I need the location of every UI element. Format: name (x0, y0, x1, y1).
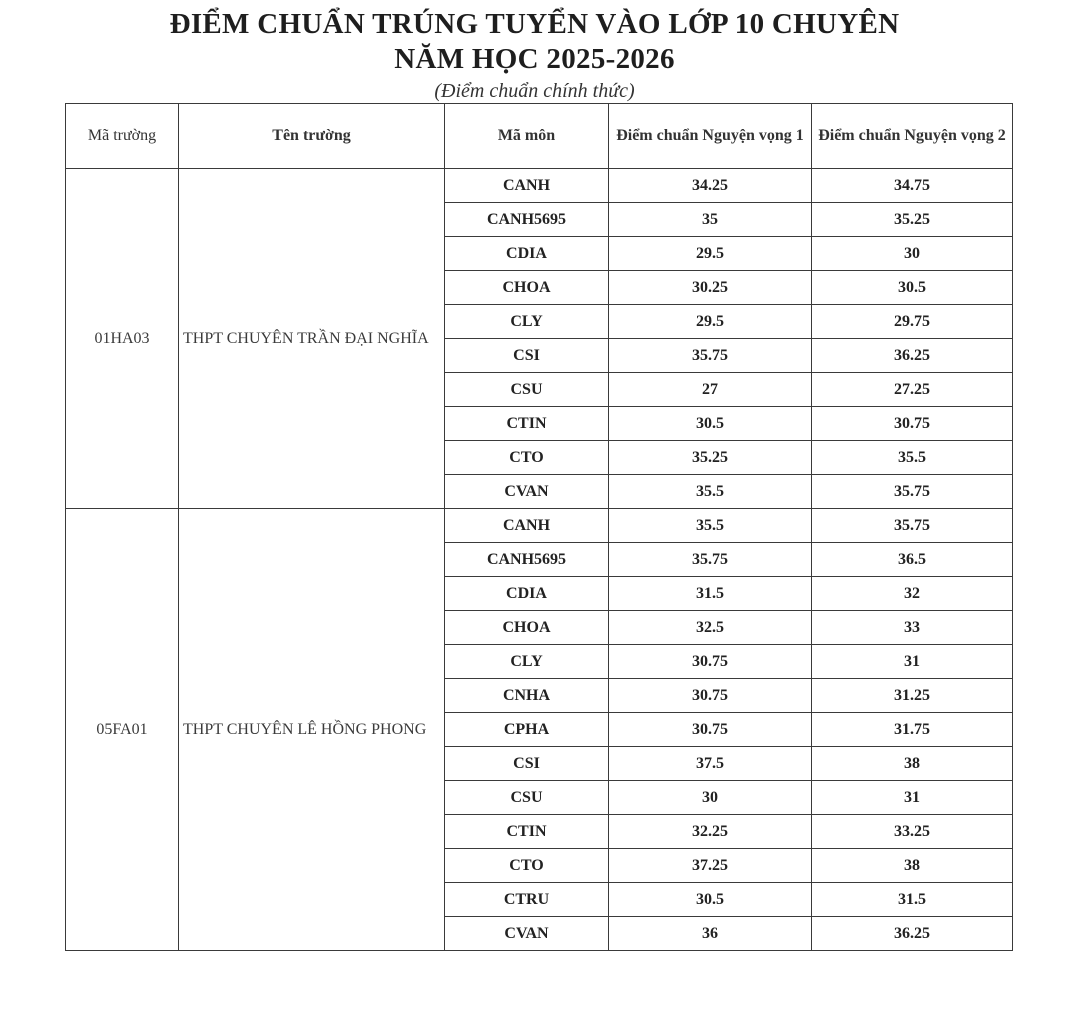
page-footer-edge (0, 989, 1069, 1009)
school-code-cell: 05FA01 (66, 509, 179, 951)
subject-code-cell: CANH5695 (445, 203, 609, 237)
subject-code-cell: CSI (445, 747, 609, 781)
score-nv2-cell: 34.75 (812, 169, 1013, 203)
score-nv2-cell: 30.5 (812, 271, 1013, 305)
score-nv2-cell: 27.25 (812, 373, 1013, 407)
score-nv2-cell: 35.75 (812, 509, 1013, 543)
subject-code-cell: CSU (445, 373, 609, 407)
score-nv1-cell: 27 (609, 373, 812, 407)
score-nv1-cell: 30.25 (609, 271, 812, 305)
score-nv2-cell: 31 (812, 781, 1013, 815)
column-header-score-nv1: Điểm chuẩn Nguyện vọng 1 (609, 104, 812, 169)
score-nv2-cell: 31.5 (812, 883, 1013, 917)
score-nv2-cell: 29.75 (812, 305, 1013, 339)
score-nv2-cell: 36.25 (812, 339, 1013, 373)
subject-code-cell: CTIN (445, 407, 609, 441)
score-nv1-cell: 35.5 (609, 475, 812, 509)
subject-code-cell: CSI (445, 339, 609, 373)
score-nv1-cell: 32.25 (609, 815, 812, 849)
subject-code-cell: CHOA (445, 271, 609, 305)
score-nv1-cell: 35 (609, 203, 812, 237)
subject-code-cell: CVAN (445, 917, 609, 951)
table-body (66, 169, 1013, 951)
score-nv1-cell: 29.5 (609, 305, 812, 339)
subject-code-cell: CTRU (445, 883, 609, 917)
subject-code-cell: CLY (445, 645, 609, 679)
score-nv2-cell: 36.25 (812, 917, 1013, 951)
subject-code-cell: CDIA (445, 577, 609, 611)
document-title: ĐIỂM CHUẨN TRÚNG TUYỂN VÀO LỚP 10 CHUYÊN (169, 8, 900, 40)
admission-scores-table (65, 103, 1013, 951)
subject-code-cell: CSU (445, 781, 609, 815)
score-nv2-cell: 33 (812, 611, 1013, 645)
score-nv1-cell: 35.75 (609, 543, 812, 577)
score-nv2-cell: 30 (812, 237, 1013, 271)
score-nv2-cell: 38 (812, 747, 1013, 781)
score-nv2-cell: 33.25 (812, 815, 1013, 849)
score-nv2-cell: 31.75 (812, 713, 1013, 747)
column-header-school-code: Mã trường (66, 104, 179, 169)
school-code-cell: 01HA03 (66, 169, 179, 509)
score-nv1-cell: 30.75 (609, 679, 812, 713)
column-header-school-name: Tên trường (179, 104, 445, 169)
subject-code-cell: CDIA (445, 237, 609, 271)
subject-code-cell: CNHA (445, 679, 609, 713)
score-nv2-cell: 31 (812, 645, 1013, 679)
score-nv1-cell: 30.5 (609, 883, 812, 917)
subject-code-cell: CANH (445, 509, 609, 543)
school-name-cell: THPT CHUYÊN TRẦN ĐẠI NGHĨA (179, 169, 445, 509)
score-nv2-cell: 35.25 (812, 203, 1013, 237)
score-nv2-cell: 30.75 (812, 407, 1013, 441)
table-row (66, 169, 1013, 203)
score-nv1-cell: 37.25 (609, 849, 812, 883)
score-nv2-cell: 31.25 (812, 679, 1013, 713)
column-header-subject-code: Mã môn (445, 104, 609, 169)
score-nv1-cell: 35.25 (609, 441, 812, 475)
score-nv1-cell: 36 (609, 917, 812, 951)
score-nv1-cell: 30.5 (609, 407, 812, 441)
score-nv1-cell: 30 (609, 781, 812, 815)
score-nv1-cell: 29.5 (609, 237, 812, 271)
subject-code-cell: CHOA (445, 611, 609, 645)
score-nv2-cell: 36.5 (812, 543, 1013, 577)
score-nv2-cell: 32 (812, 577, 1013, 611)
document-subtitle: (Điểm chuẩn chính thức) (434, 80, 635, 102)
table-row (66, 509, 1013, 543)
subject-code-cell: CPHA (445, 713, 609, 747)
column-header-score-nv2: Điểm chuẩn Nguyện vọng 2 (812, 104, 1013, 169)
score-nv2-cell: 35.5 (812, 441, 1013, 475)
score-nv1-cell: 35.5 (609, 509, 812, 543)
subject-code-cell: CTIN (445, 815, 609, 849)
subject-code-cell: CLY (445, 305, 609, 339)
score-nv2-cell: 38 (812, 849, 1013, 883)
score-nv1-cell: 34.25 (609, 169, 812, 203)
score-nv1-cell: 35.75 (609, 339, 812, 373)
score-nv1-cell: 31.5 (609, 577, 812, 611)
score-nv1-cell: 37.5 (609, 747, 812, 781)
score-nv2-cell: 35.75 (812, 475, 1013, 509)
table-header-row (66, 104, 1013, 169)
score-nv1-cell: 30.75 (609, 713, 812, 747)
subject-code-cell: CANH5695 (445, 543, 609, 577)
subject-code-cell: CVAN (445, 475, 609, 509)
score-nv1-cell: 30.75 (609, 645, 812, 679)
score-nv1-cell: 32.5 (609, 611, 812, 645)
subject-code-cell: CTO (445, 441, 609, 475)
school-year-title: NĂM HỌC 2025-2026 (394, 43, 675, 75)
subject-code-cell: CANH (445, 169, 609, 203)
school-name-cell: THPT CHUYÊN LÊ HỒNG PHONG (179, 509, 445, 951)
subject-code-cell: CTO (445, 849, 609, 883)
